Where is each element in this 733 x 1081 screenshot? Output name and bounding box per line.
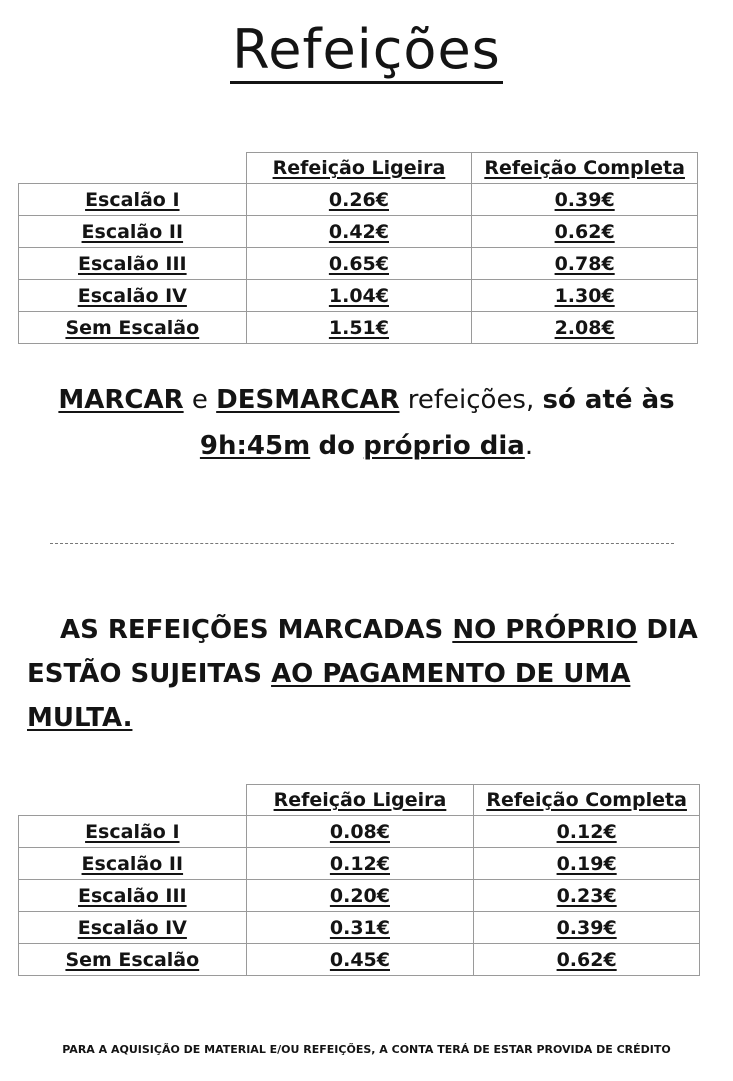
page-title-text: Refeições [230, 18, 503, 84]
column-header-completa: Refeição Completa [472, 153, 698, 184]
row-label: Escalão II [19, 848, 247, 880]
warning-line-1: AS REFEIÇÕES MARCADAS NO PRÓPRIO DIA [60, 615, 698, 645]
table-header-row [19, 785, 700, 816]
price-ligeira: 0.12€ [246, 848, 474, 880]
price-completa: 1.30€ [472, 280, 698, 312]
table-row [19, 216, 698, 248]
price-ligeira: 0.20€ [246, 880, 474, 912]
table-row [19, 816, 700, 848]
table-row [19, 912, 700, 944]
table-corner-cell [19, 785, 247, 816]
table-row [19, 944, 700, 976]
price-completa: 0.12€ [474, 816, 700, 848]
price-ligeira: 0.45€ [246, 944, 474, 976]
price-ligeira: 0.08€ [246, 816, 474, 848]
price-completa: 0.19€ [474, 848, 700, 880]
row-label: Sem Escalão [19, 944, 247, 976]
row-label: Escalão III [19, 880, 247, 912]
price-table-same-day [18, 784, 700, 976]
table-row [19, 280, 698, 312]
price-completa: 0.62€ [472, 216, 698, 248]
price-completa: 0.78€ [472, 248, 698, 280]
warning-line-2: ESTÃO SUJEITAS AO PAGAMENTO DE UMA [27, 659, 631, 689]
price-ligeira: 1.51€ [246, 312, 472, 344]
row-label: Sem Escalão [19, 312, 247, 344]
table-header-row [19, 153, 698, 184]
fine-warning [27, 608, 707, 740]
price-ligeira: 1.04€ [246, 280, 472, 312]
column-header-ligeira: Refeição Ligeira [246, 785, 474, 816]
table-row [19, 312, 698, 344]
price-ligeira: 0.42€ [246, 216, 472, 248]
price-ligeira: 0.65€ [246, 248, 472, 280]
page-title [0, 18, 733, 81]
price-completa: 0.62€ [474, 944, 700, 976]
notice-line-1: MARCAR e DESMARCAR refeições, só até às [58, 385, 675, 415]
row-label: Escalão IV [19, 280, 247, 312]
price-ligeira: 0.31€ [246, 912, 474, 944]
price-completa: 2.08€ [472, 312, 698, 344]
credit-footer-note: PARA A AQUISIÇÃO DE MATERIAL E/OU REFEIÇÕES, A CONTA TERÁ DE ESTAR PROVIDA DE CRÉDITO [62, 1043, 671, 1056]
column-header-completa: Refeição Completa [474, 785, 700, 816]
table-row [19, 184, 698, 216]
row-label: Escalão I [19, 184, 247, 216]
row-label: Escalão III [19, 248, 247, 280]
row-label: Escalão I [19, 816, 247, 848]
row-label: Escalão IV [19, 912, 247, 944]
table-row [19, 248, 698, 280]
table-corner-cell [19, 153, 247, 184]
price-ligeira: 0.26€ [246, 184, 472, 216]
warning-line-3: MULTA. [27, 703, 133, 733]
table-row [19, 880, 700, 912]
booking-deadline-notice [0, 377, 733, 469]
price-completa: 0.39€ [472, 184, 698, 216]
price-table-normal [18, 152, 698, 344]
row-label: Escalão II [19, 216, 247, 248]
notice-line-2: 9h:45m do próprio dia. [199, 431, 534, 461]
column-header-ligeira: Refeição Ligeira [246, 153, 472, 184]
price-completa: 0.23€ [474, 880, 700, 912]
price-completa: 0.39€ [474, 912, 700, 944]
table-row [19, 848, 700, 880]
divider-line [50, 543, 674, 544]
